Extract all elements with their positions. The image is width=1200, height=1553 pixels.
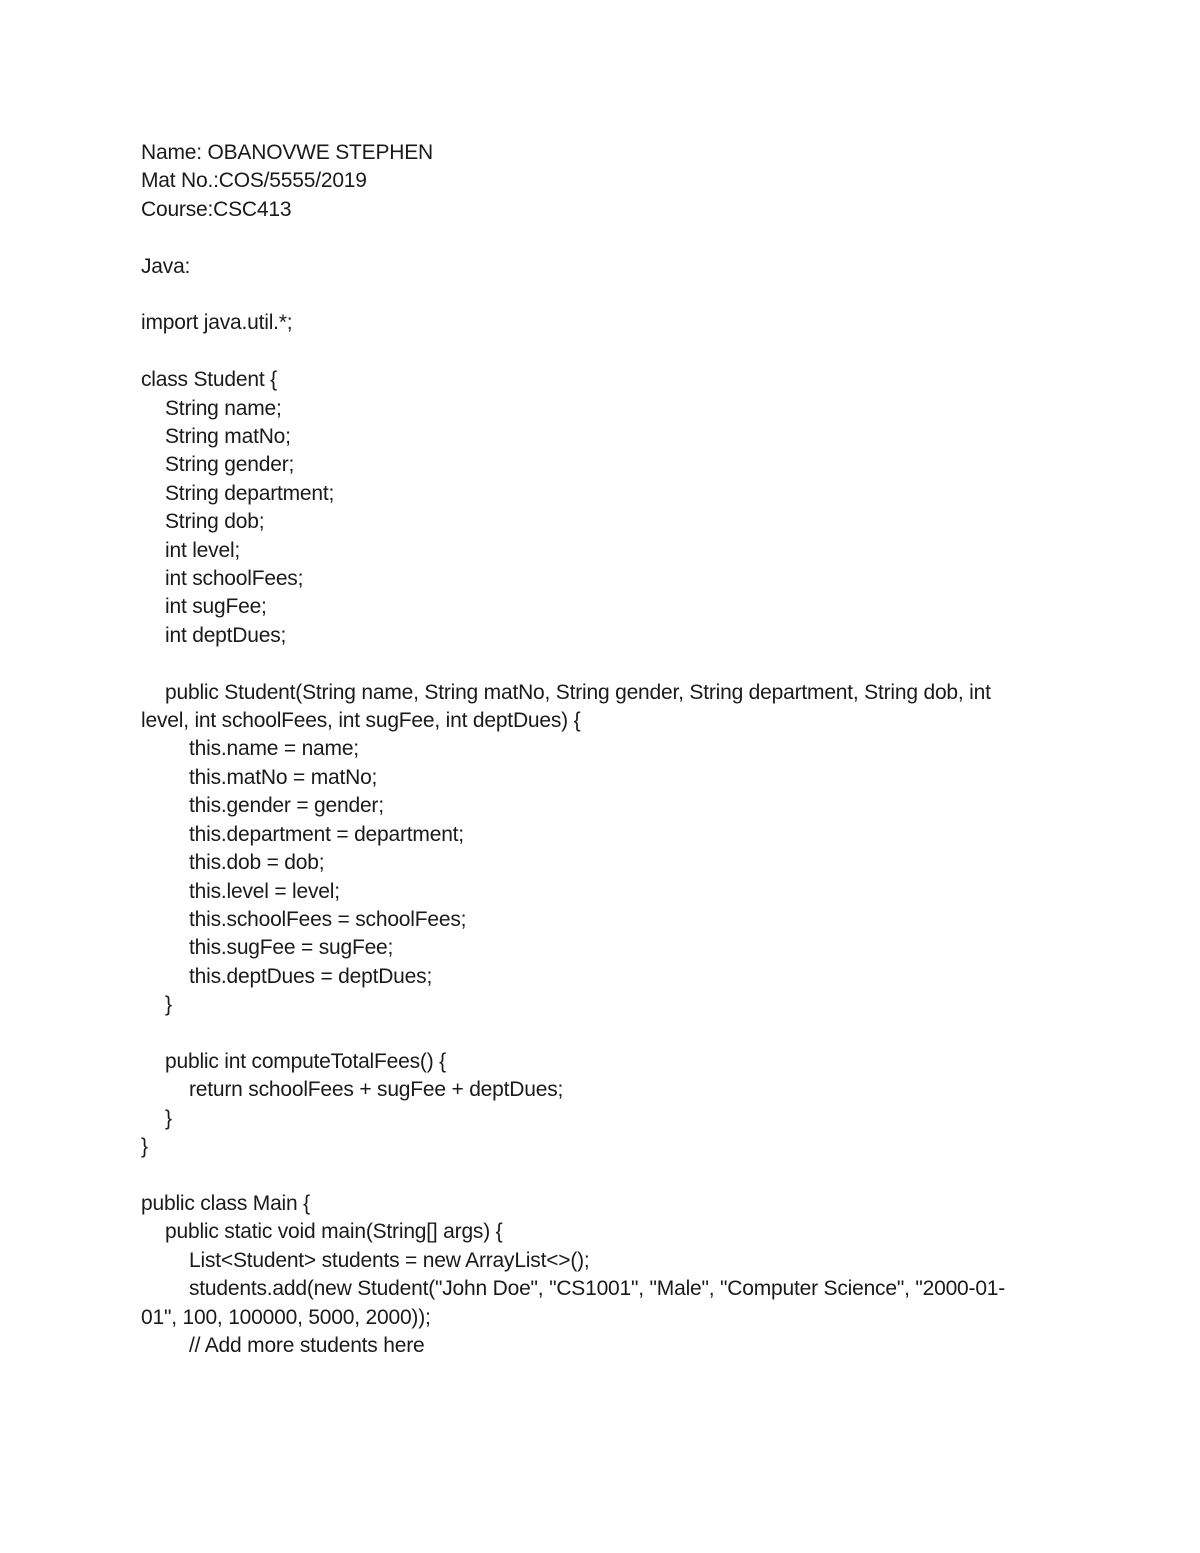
field-declaration: String matNo;	[165, 425, 291, 449]
class-close-brace: }	[141, 1135, 148, 1159]
student-class-declaration: class Student {	[141, 368, 277, 392]
constructor-assignment: this.sugFee = sugFee;	[189, 936, 394, 960]
method-close-brace: }	[165, 1106, 172, 1130]
spacer	[141, 281, 1061, 309]
constructor-assignment: this.deptDues = deptDues;	[189, 964, 433, 988]
spacer	[141, 338, 1061, 366]
compute-total-fees-return: return schoolFees + sugFee + deptDues;	[189, 1078, 564, 1102]
field-declaration: String department;	[165, 481, 335, 505]
student-list-declaration: List<Student> students = new ArrayList<>();	[189, 1248, 590, 1272]
constructor-assignment: this.gender = gender;	[189, 794, 384, 818]
field-declaration: String name;	[165, 396, 282, 420]
course-line: Course:CSC413	[141, 197, 292, 221]
main-class-declaration: public class Main {	[141, 1191, 310, 1215]
language-label: Java:	[141, 254, 191, 278]
constructor-assignment: this.department = department;	[189, 822, 464, 846]
field-declaration: int deptDues;	[165, 623, 287, 647]
mat-number-line: Mat No.:COS/5555/2019	[141, 169, 367, 193]
main-method-signature: public static void main(String[] args) {	[165, 1220, 503, 1244]
constructor-close-brace: }	[165, 993, 172, 1017]
field-declaration: int sugFee;	[165, 595, 267, 619]
spacer	[141, 1020, 1061, 1048]
spacer	[141, 650, 1061, 678]
field-declaration: int level;	[165, 538, 241, 562]
constructor-assignment: this.dob = dob;	[189, 851, 325, 875]
document-body	[141, 139, 1061, 1360]
spacer	[141, 1162, 1061, 1190]
constructor-assignment: this.matNo = matNo;	[189, 765, 378, 789]
constructor-assignment: this.name = name;	[189, 737, 359, 761]
field-declaration: String gender;	[165, 453, 295, 477]
constructor-assignment: this.schoolFees = schoolFees;	[189, 907, 467, 931]
compute-total-fees-signature: public int computeTotalFees() {	[165, 1049, 446, 1073]
import-statement: import java.util.*;	[141, 311, 293, 335]
constructor-assignment: this.level = level;	[189, 879, 340, 903]
field-declaration: String dob;	[165, 510, 265, 534]
student-name-line: Name: OBANOVWE STEPHEN	[141, 141, 433, 164]
constructor-signature: public Student(String name, String matNo, String gender, String department, String dob, int	[165, 680, 991, 704]
code-comment: // Add more students here	[189, 1333, 425, 1357]
add-student-statement-continued: 01", 100, 100000, 5000, 2000));	[141, 1305, 431, 1329]
constructor-signature-continued: level, int schoolFees, int sugFee, int deptDues) {	[141, 709, 581, 733]
add-student-statement: students.add(new Student("John Doe", "CS1001", "Male", "Computer Science", "2000-01-	[189, 1277, 1006, 1301]
spacer	[141, 224, 1061, 252]
field-declaration: int schoolFees;	[165, 567, 304, 591]
